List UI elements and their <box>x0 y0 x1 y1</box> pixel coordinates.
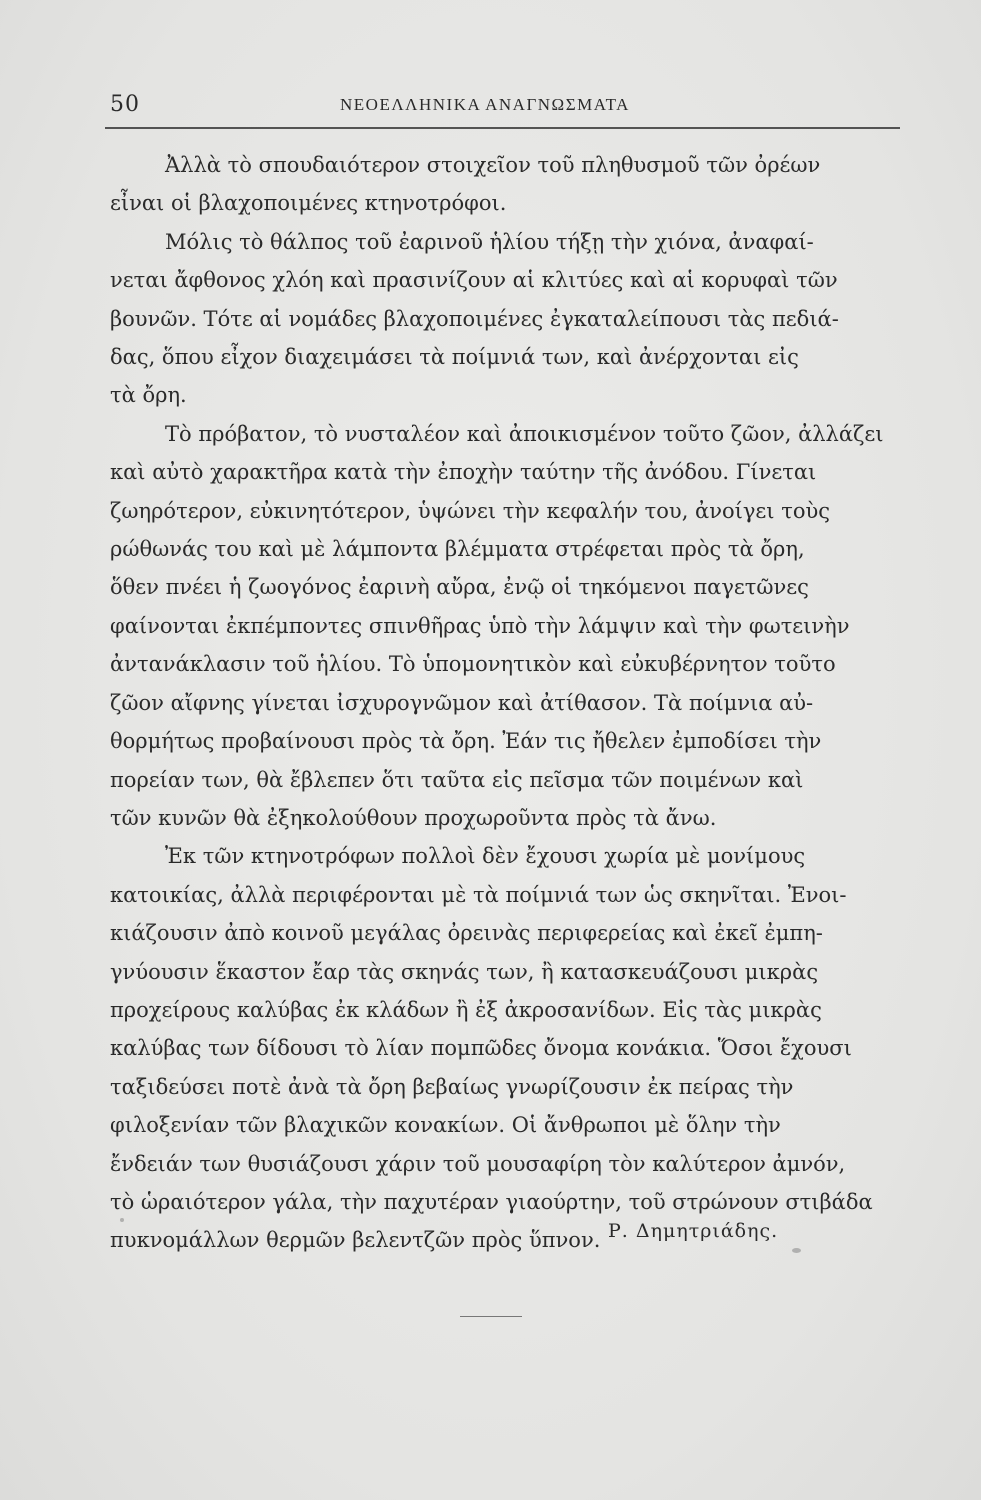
paragraph-1 <box>110 146 910 223</box>
text-line: τῶν κυνῶν θὰ ἐξηκολούθουν προχωροῦντα πρὸς τὰ ἄνω. <box>110 805 717 830</box>
author-signature: Ρ. Δημητριάδης. <box>608 1220 779 1242</box>
page-number: 50 <box>110 92 140 117</box>
text-line: προχείρους καλύβας ἐκ κλάδων ἢ ἐξ ἀκροσανίδων. Εἰς τὰς μικρὰς <box>110 997 822 1022</box>
paragraph-2 <box>110 223 910 415</box>
text-line: τὰ ὄρη. <box>110 383 187 408</box>
body-text <box>110 146 910 1260</box>
text-line: τὸ ὡραιότερον γάλα, τὴν παχυτέραν γιαούρτην, τοῦ στρώνουν στιβάδα <box>110 1189 873 1214</box>
text-line: βουνῶν. Τότε αἱ νομάδες βλαχοποιμένες ἐγκαταλείπουσι τὰς πεδιά- <box>110 306 839 331</box>
text-line: πορείαν των, θὰ ἔβλεπεν ὅτι ταῦτα εἰς πεῖσμα τῶν ποιμένων καὶ <box>110 767 804 792</box>
ink-smudge <box>120 1218 124 1222</box>
text-line: Μόλις τὸ θάλπος τοῦ ἐαρινοῦ ἡλίου τήξῃ τὴν χιόνα, ἀναφαί- <box>165 229 814 254</box>
header-rule <box>105 127 900 129</box>
text-line: Τὸ πρόβατον, τὸ νυσταλέον καὶ ἀποικισμένον τοῦτο ζῶον, ἀλλάζει <box>165 421 884 446</box>
text-line: ἀντανάκλασιν τοῦ ἡλίου. Τὸ ὑπομονητικὸν καὶ εὐκυβέρνητον τοῦτο <box>110 652 836 677</box>
ink-smudge <box>792 1248 801 1253</box>
paragraph-3 <box>110 415 910 837</box>
text-line: κιάζουσιν ἀπὸ κοινοῦ μεγάλας ὀρεινὰς περιφερείας καὶ ἐκεῖ ἐμπη- <box>110 921 823 946</box>
running-title: ΝΕΟΕΛΛΗΝΙΚΑ ΑΝΑΓΝΩΣΜΑΤΑ <box>340 95 630 114</box>
paragraph-4 <box>110 837 910 1259</box>
text-line: καλύβας των δίδουσι τὸ λίαν πομπῶδες ὄνομα κονάκια. Ὅσοι ἔχουσι <box>110 1036 852 1061</box>
text-line: ρώθωνάς του καὶ μὲ λάμποντα βλέμματα στρέφεται πρὸς τὰ ὄρη, <box>110 537 805 562</box>
text-line: Ἀλλὰ τὸ σπουδαιότερον στοιχεῖον τοῦ πληθυσμοῦ τῶν ὀρέων <box>165 153 821 177</box>
text-line: ζῶον αἴφνης γίνεται ἰσχυρογνῶμον καὶ ἀτίθασον. Τὰ ποίμνια αὐ- <box>110 690 814 715</box>
text-line: ὅθεν πνέει ἡ ζωογόνος ἐαρινὴ αὔρα, ἐνῷ οἱ τηκόμενοι παγετῶνες <box>110 575 809 600</box>
text-line: πυκνομάλλων θερμῶν βελεντζῶν πρὸς ὕπνον. <box>110 1228 601 1253</box>
text-line: καὶ αὐτὸ χαρακτῆρα κατὰ τὴν ἐποχὴν ταύτην τῆς ἀνόδου. Γίνεται <box>110 460 817 485</box>
text-line: φαίνονται ἐκπέμποντες σπινθῆρας ὑπὸ τὴν λάμψιν καὶ τὴν φωτεινὴν <box>110 613 850 638</box>
text-line: θορμήτως προβαίνουσι πρὸς τὰ ὄρη. Ἐάν τις ἤθελεν ἐμποδίσει τὴν <box>110 729 822 754</box>
text-line: ἔνδειάν των θυσιάζουσι χάριν τοῦ μουσαφίρη τὸν καλύτερον ἀμνόν, <box>110 1151 846 1176</box>
text-line: δας, ὅπου εἶχον διαχειμάσει τὰ ποίμνιά των, καὶ ἀνέρχονται εἰς <box>110 345 799 370</box>
text-line: εἶναι οἱ βλαχοποιμένες κτηνοτρόφοι. <box>110 191 507 216</box>
running-head <box>110 92 900 122</box>
text-line: νεται ἄφθονος χλόη καὶ πρασινίζουν αἱ κλιτύες καὶ αἱ κορυφαὶ τῶν <box>110 268 838 293</box>
text-line: ταξιδεύσει ποτὲ ἀνὰ τὰ ὄρη βεβαίως γνωρίζουσιν ἐκ πείρας τὴν <box>110 1074 794 1099</box>
text-line: Ἐκ τῶν κτηνοτρόφων πολλοὶ δὲν ἔχουσι χωρία μὲ μονίμους <box>165 844 806 869</box>
text-line: γνύουσιν ἕκαστον ἔαρ τὰς σκηνάς των, ἢ κατασκευάζουσι μικρὰς <box>110 959 819 984</box>
text-line: ζωηρότερον, εὐκινητότερον, ὑψώνει τὴν κεφαλήν του, ἀνοίγει τοὺς <box>110 498 830 523</box>
text-line: κατοικίας, ἀλλὰ περιφέρονται μὲ τὰ ποίμνιά των ὡς σκηνῖται. Ἐνοι- <box>110 882 847 907</box>
text-line: φιλοξενίαν τῶν βλαχικῶν κονακίων. Οἱ ἄνθρωποι μὲ ὅλην τὴν <box>110 1113 781 1138</box>
bottom-rule <box>460 1316 522 1317</box>
